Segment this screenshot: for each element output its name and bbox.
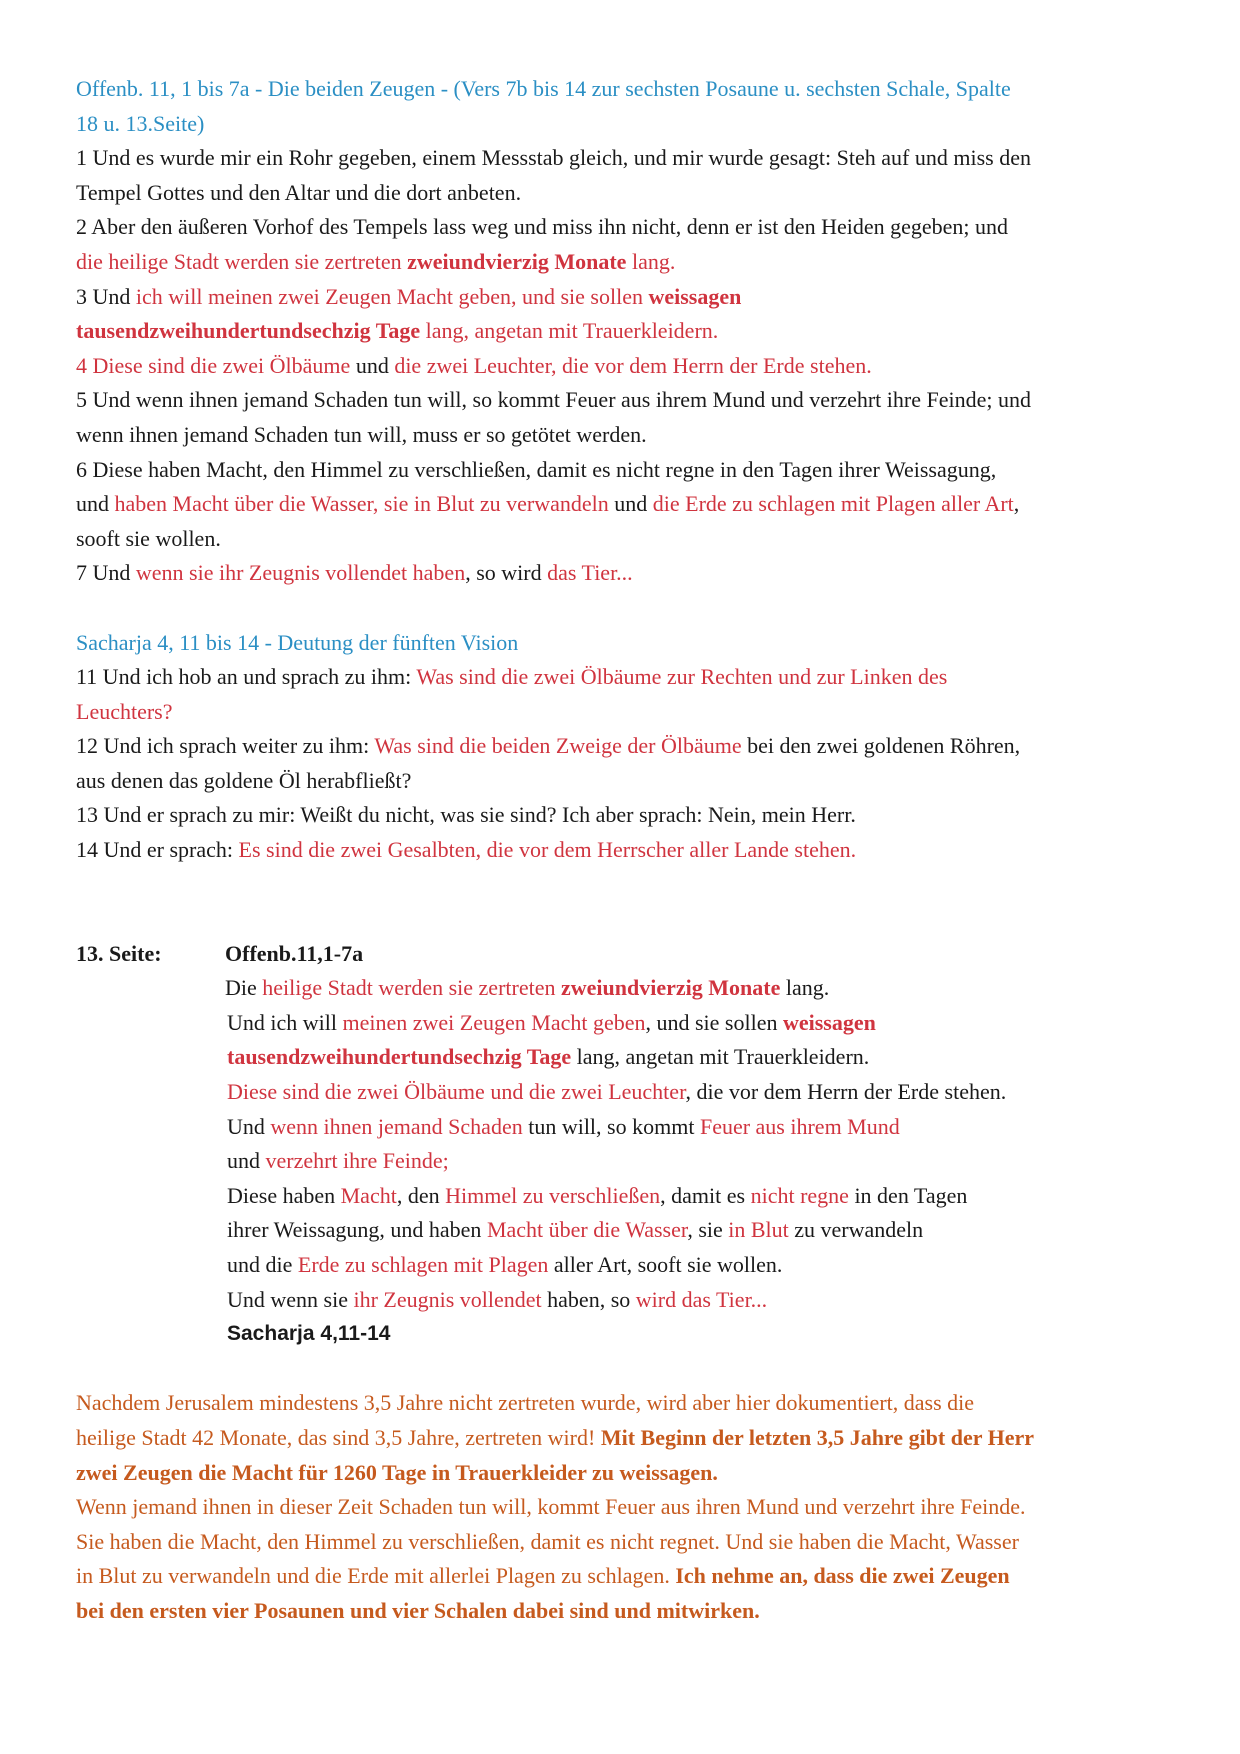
commentary-bold: Ich nehme an, dass die zwei Zeugen bbox=[675, 1563, 1010, 1589]
verse-3-line2 bbox=[76, 314, 1176, 349]
seite-line-6 bbox=[227, 1144, 1176, 1179]
verse-11-line2: Leuchters? bbox=[76, 698, 173, 724]
verse-14 bbox=[76, 833, 1176, 868]
verse-6-line1: 6 Diese haben Macht, den Himmel zu verschließen, damit es nicht regne in den Tagen ihrer Weissagung, bbox=[76, 456, 997, 482]
seite-line-2 bbox=[227, 1006, 1176, 1041]
commentary-bold: Mit Beginn der letzten 3,5 Jahre gibt der Herr bbox=[600, 1424, 1035, 1450]
seite-highlight: Macht bbox=[340, 1182, 397, 1208]
seite-highlight: Erde zu schlagen mit Plagen bbox=[297, 1252, 549, 1277]
verse-14-text: 14 Und er sprach: bbox=[76, 837, 239, 863]
verse-6-highlight-end: die Erde zu schlagen mit Plagen aller Art bbox=[652, 491, 1014, 517]
sacharja-heading: Sacharja 4, 11 bis 14 - Deutung der fünften Vision bbox=[76, 629, 519, 655]
verse-2-bold: zweiundvierzig Monate bbox=[407, 248, 627, 274]
verse-3-text: 3 Und bbox=[76, 283, 136, 309]
seite-highlight: Macht über die Wasser bbox=[486, 1217, 688, 1243]
verse-11-line1 bbox=[76, 660, 1176, 695]
verse-12-text: 12 Und ich sprach weiter zu ihm: bbox=[76, 733, 375, 759]
verse-6-text-mid: und bbox=[608, 491, 653, 517]
seite-line-10 bbox=[227, 1283, 1176, 1318]
seite-text: Und bbox=[227, 1113, 271, 1139]
seite-bold: weissagen bbox=[782, 1009, 876, 1035]
commentary-line-4: Wenn jemand ihnen in dieser Zeit Schaden tun will, kommt Feuer aus ihren Mund und verzehrt ihre Feinde. bbox=[76, 1494, 1026, 1520]
verse-12-line2: aus denen das goldene Öl herabfließt? bbox=[76, 767, 412, 793]
seite-highlight: wenn ihnen jemand Schaden bbox=[270, 1113, 523, 1139]
commentary-line-1: Nachdem Jerusalem mindestens 3,5 Jahre nicht zertreten wurde, wird aber hier dokumentiert, dass die bbox=[76, 1390, 975, 1416]
seite-text: zu verwandeln bbox=[788, 1217, 924, 1243]
verse-13: 13 Und er sprach zu mir: Weißt du nicht, was sie sind? Ich aber sprach: Nein, mein Herr. bbox=[76, 802, 856, 828]
seite-text: aller Art, sooft sie wollen. bbox=[548, 1252, 783, 1277]
verse-3-bold-days: tausendzweihundertundsechzig Tage bbox=[76, 318, 421, 344]
seite-text: haben, so bbox=[541, 1286, 636, 1312]
seite-line-3 bbox=[227, 1040, 1176, 1075]
seite-text: Die bbox=[225, 975, 263, 1001]
verse-6-text: und bbox=[76, 491, 115, 517]
seite-summary bbox=[76, 937, 1176, 1352]
verse-4 bbox=[76, 349, 1176, 384]
verse-11-highlight: Was sind die zwei Ölbäume zur Rechten und zur Linken des bbox=[416, 664, 948, 690]
verse-6-highlight: haben Macht über die Wasser, sie in Blut zu verwandeln bbox=[114, 491, 609, 517]
seite-line-9 bbox=[227, 1248, 1176, 1283]
verse-4-highlight: 4 Diese sind die zwei Ölbäume bbox=[76, 352, 351, 378]
seite-highlight: ihr Zeugnis vollendet bbox=[353, 1286, 542, 1312]
seite-highlight: nicht regne bbox=[750, 1182, 849, 1208]
verse-5-line1: 5 Und wenn ihnen jemand Schaden tun will, so kommt Feuer aus ihrem Mund und verzehrt ihre Feinde; und bbox=[76, 387, 1031, 413]
commentary-line-7: bei den ersten vier Posaunen und vier Schalen dabei sind und mitwirken. bbox=[76, 1597, 760, 1623]
verse-3-highlight: ich will meinen zwei Zeugen Macht geben, und sie sollen bbox=[135, 283, 649, 309]
seite-bold: zweiundvierzig Monate bbox=[560, 975, 781, 1001]
seite-label: 13. Seite: bbox=[76, 940, 162, 966]
verse-2-line1: 2 Aber den äußeren Vorhof des Tempels lass weg und miss ihn nicht, denn er ist den Heiden gegeben; und bbox=[76, 214, 1009, 240]
verse-7 bbox=[76, 556, 1176, 591]
offenb-heading-line2: 18 u. 13.Seite) bbox=[76, 110, 205, 136]
seite-text: ihrer Weissagung, und haben bbox=[227, 1217, 487, 1243]
seite-highlight: Diese sind die zwei Ölbäume und die zwei Leuchter bbox=[227, 1079, 686, 1105]
verse-3-line1 bbox=[76, 280, 1176, 315]
seite-sacharja-ref: Sacharja 4,11-14 bbox=[227, 1322, 391, 1346]
verse-3-bold: weissagen bbox=[648, 283, 742, 309]
seite-text: tun will, so kommt bbox=[522, 1113, 700, 1139]
verse-12-text-end: bei den zwei goldenen Röhren, bbox=[741, 733, 1021, 759]
seite-highlight: wird das Tier... bbox=[635, 1286, 768, 1312]
document-page bbox=[76, 72, 1176, 1629]
seite-line-7 bbox=[227, 1179, 1176, 1214]
seite-text: Und wenn sie bbox=[227, 1286, 354, 1312]
seite-line-8 bbox=[227, 1213, 1176, 1248]
spacer bbox=[76, 591, 1176, 626]
verse-6-comma: , bbox=[1013, 491, 1020, 517]
seite-line-5 bbox=[227, 1110, 1176, 1145]
commentary-line-2 bbox=[76, 1421, 1176, 1456]
verse-12-highlight: Was sind die beiden Zweige der Ölbäume bbox=[374, 733, 742, 759]
verse-1-line2: Tempel Gottes und den Altar und die dort anbeten. bbox=[76, 179, 522, 205]
seite-highlight: verzehrt ihre Feinde; bbox=[265, 1148, 449, 1174]
spacer-large bbox=[76, 868, 1176, 937]
seite-text: Und ich will bbox=[227, 1009, 343, 1035]
seite-text: , den bbox=[396, 1182, 446, 1208]
verse-7-text: 7 Und bbox=[76, 560, 136, 586]
seite-text: , und sie sollen bbox=[645, 1009, 783, 1035]
seite-highlight: in Blut bbox=[728, 1217, 789, 1243]
seite-ref: Offenb.11,1-7a bbox=[225, 940, 364, 966]
seite-text: lang. bbox=[780, 975, 830, 1001]
seite-text: , die vor dem Herrn der Erde stehen. bbox=[685, 1079, 1007, 1105]
seite-text: lang, angetan mit Trauerkleidern. bbox=[571, 1044, 870, 1070]
seite-text: und die bbox=[227, 1252, 298, 1277]
seite-text: , sie bbox=[687, 1217, 729, 1243]
verse-4-text: und bbox=[350, 352, 395, 378]
commentary bbox=[76, 1386, 1176, 1628]
commentary-line-3: zwei Zeugen die Macht für 1260 Tage in Trauerkleider zu weissagen. bbox=[76, 1459, 718, 1485]
seite-text: und bbox=[227, 1148, 266, 1174]
seite-text: in den Tagen bbox=[848, 1182, 968, 1208]
seite-highlight: meinen zwei Zeugen Macht geben bbox=[342, 1009, 646, 1035]
verse-11-text: 11 Und ich hob an und sprach zu ihm: bbox=[76, 664, 417, 690]
seite-line-1 bbox=[225, 971, 1176, 1006]
verse-7-highlight: wenn sie ihr Zeugnis vollendet haben bbox=[135, 560, 466, 586]
commentary-text: in Blut zu verwandeln und die Erde mit allerlei Plagen zu schlagen. bbox=[76, 1563, 676, 1589]
seite-highlight: Feuer aus ihrem Mund bbox=[699, 1113, 900, 1139]
commentary-line-5: Sie haben die Macht, den Himmel zu verschließen, damit es nicht regnet. Und sie haben die Macht, Wasser bbox=[76, 1528, 1019, 1554]
verse-7-text-mid: , so wird bbox=[465, 560, 548, 586]
verse-2-line2 bbox=[76, 245, 1176, 280]
offenb-heading-line1: Offenb. 11, 1 bis 7a - Die beiden Zeugen - (Vers 7b bis 14 zur sechsten Posaune u. sechsten Schale, Spalte bbox=[76, 76, 1011, 101]
verse-1-line1: 1 Und es wurde mir ein Rohr gegeben, einem Messstab gleich, und mir wurde gesagt: Steh auf und miss den bbox=[76, 145, 1031, 171]
verse-5-line2: wenn ihnen jemand Schaden tun will, muss er so getötet werden. bbox=[76, 421, 647, 447]
spacer bbox=[76, 1352, 1176, 1387]
seite-highlight: heilige Stadt werden sie zertreten bbox=[262, 975, 561, 1001]
seite-line-4 bbox=[227, 1075, 1176, 1110]
verse-2-highlight-end: lang. bbox=[626, 248, 676, 274]
commentary-text: heilige Stadt 42 Monate, das sind 3,5 Jahre, zertreten wird! bbox=[76, 1424, 601, 1450]
seite-text: Diese haben bbox=[227, 1182, 341, 1208]
verse-12-line1 bbox=[76, 729, 1176, 764]
commentary-line-6 bbox=[76, 1559, 1176, 1594]
seite-highlight: Himmel zu verschließen bbox=[445, 1182, 661, 1208]
verse-6-line2 bbox=[76, 487, 1176, 522]
seite-bold: tausendzweihundertundsechzig Tage bbox=[227, 1044, 572, 1070]
verse-2-highlight: die heilige Stadt werden sie zertreten bbox=[76, 248, 408, 274]
seite-text: , damit es bbox=[660, 1182, 751, 1208]
verse-3-highlight-end: lang, angetan mit Trauerkleidern. bbox=[420, 318, 719, 344]
verse-4-highlight-end: die zwei Leuchter, die vor dem Herrn der Erde stehen. bbox=[394, 352, 872, 378]
verse-6-line3: sooft sie wollen. bbox=[76, 525, 221, 551]
verse-7-highlight-end: das Tier... bbox=[547, 560, 633, 586]
verse-14-highlight: Es sind die zwei Gesalbten, die vor dem Herrscher aller Lande stehen. bbox=[238, 837, 857, 863]
